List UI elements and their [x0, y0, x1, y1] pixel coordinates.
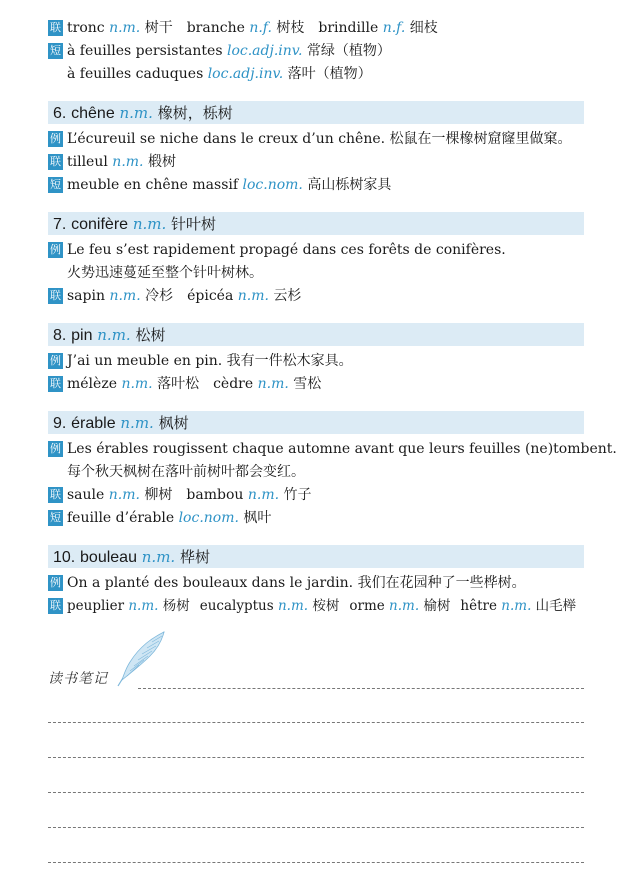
- related-tag: 联: [50, 21, 61, 34]
- phrase-line: 短 meuble en chêne massif loc.nom. 高山栎树家具: [50, 177, 392, 193]
- related-line: 联 sapin n.m. 冷杉 épicéa n.m. 云杉: [50, 288, 302, 304]
- related-tag: 联: [50, 377, 61, 390]
- entry-word: pin: [71, 327, 93, 344]
- related-line: 联 mélèze n.m. 落叶松 cèdre n.m. 雪松: [50, 376, 322, 392]
- entry-word: érable: [71, 415, 116, 432]
- note-line: [48, 792, 584, 793]
- entry-number: 6.: [53, 105, 67, 122]
- example-tag: 例: [50, 442, 61, 455]
- phrase-tag: 短: [50, 178, 61, 191]
- related-tag: 联: [50, 488, 61, 501]
- phrase-line: à feuilles caduques loc.adj.inv. 落叶（植物）: [67, 66, 372, 82]
- entry-number: 10.: [53, 549, 76, 566]
- related-tag: 联: [50, 289, 61, 302]
- related-tag: 联: [50, 155, 61, 168]
- example-tag: 例: [50, 354, 61, 367]
- note-line: [48, 862, 584, 863]
- feather-icon: [112, 628, 172, 690]
- related-tag: 联: [50, 599, 61, 612]
- entry-header-pin: 8. pin n.m. 松树: [48, 323, 584, 346]
- entry-word: conifère: [71, 216, 129, 233]
- example-tag: 例: [50, 243, 61, 256]
- example-line: 例 Le feu s’est rapidement propagé dans ces forêts de conifères.: [50, 242, 506, 258]
- phrase-line: 短 à feuilles persistantes loc.adj.inv. 常绿（植物）: [50, 43, 391, 59]
- example-line: 例 On a planté des bouleaux dans le jardin. 我们在花园种了一些桦树。: [50, 575, 526, 591]
- phrase-line: 短 feuille d’érable loc.nom. 枫叶: [50, 510, 272, 526]
- note-line: [48, 827, 584, 828]
- example-line: 例 Les érables rougissent chaque automne avant que leurs feuilles (ne)tombent.: [50, 441, 617, 457]
- entry-header-chene: 6. chêne n.m. 橡树，栎树: [48, 101, 584, 124]
- related-line: 联 tilleul n.m. 椴树: [50, 154, 176, 170]
- related-line: 联 tronc n.m. 树干 branche n.f. 树枝 brindille n.f. 细枝: [50, 20, 438, 36]
- example-tag: 例: [50, 576, 61, 589]
- example-line: 例 L’écureuil se niche dans le creux d’un chêne. 松鼠在一棵橡树窟窿里做窠。: [50, 131, 572, 147]
- entry-header-erable: 9. érable n.m. 枫树: [48, 411, 584, 434]
- entry-word: chêne: [71, 105, 115, 122]
- notes-title: 读书笔记: [48, 671, 108, 687]
- related-line: 联 saule n.m. 柳树 bambou n.m. 竹子: [50, 487, 312, 503]
- note-line: [48, 757, 584, 758]
- note-line: [48, 722, 584, 723]
- entry-word: bouleau: [80, 549, 137, 566]
- example-line: 例 J’ai un meuble en pin. 我有一件松木家具。: [50, 353, 353, 369]
- entry-number: 7.: [53, 216, 67, 233]
- example-tag: 例: [50, 132, 61, 145]
- related-line: 联 peuplier n.m. 杨树 eucalyptus n.m. 桉树 orme n.m. 榆树 hêtre n.m. 山毛榉: [50, 598, 577, 614]
- entry-header-conifere: 7. conifère n.m. 针叶树: [48, 212, 584, 235]
- example-translation: 火势迅速蔓延至整个针叶树林。: [67, 265, 263, 281]
- entry-header-bouleau: 10. bouleau n.m. 桦树: [48, 545, 584, 568]
- example-translation: 每个秋天枫树在落叶前树叶都会变红。: [67, 464, 305, 480]
- entry-number: 9.: [53, 415, 67, 432]
- phrase-tag: 短: [50, 511, 61, 524]
- note-line: [138, 688, 584, 689]
- phrase-tag: 短: [50, 44, 61, 57]
- entry-number: 8.: [53, 327, 67, 344]
